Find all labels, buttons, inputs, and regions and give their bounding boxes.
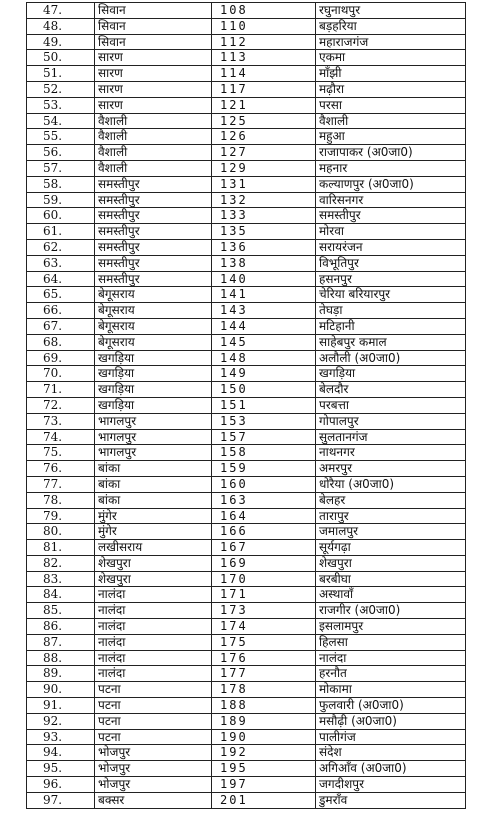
table-row (27, 34, 466, 50)
constituency-name-cell: सरायरंजन (316, 239, 466, 255)
table-row (27, 3, 466, 19)
constituency-name-cell: राजापाकर (अ0जा0) (316, 145, 466, 161)
district-cell: भागलपुर (95, 429, 212, 445)
constituency-number-cell: 110 (212, 18, 316, 34)
district-cell: मुंगेर (95, 508, 212, 524)
district-cell: सारण (95, 97, 212, 113)
table-row (27, 334, 466, 350)
serial-number-cell: 91. (27, 698, 95, 714)
constituency-number-cell: 117 (212, 81, 316, 97)
table-row (27, 18, 466, 34)
constituency-number-cell: 192 (212, 745, 316, 761)
constituency-number-cell: 171 (212, 587, 316, 603)
serial-number-cell: 52. (27, 81, 95, 97)
table-row (27, 650, 466, 666)
serial-number-cell: 47. (27, 3, 95, 19)
table-row (27, 524, 466, 540)
serial-number-cell: 82. (27, 555, 95, 571)
district-cell: पटना (95, 729, 212, 745)
serial-number-cell: 54. (27, 113, 95, 129)
constituency-name-cell: राजगीर (अ0जा0) (316, 603, 466, 619)
serial-number-cell: 64. (27, 271, 95, 287)
table-row (27, 81, 466, 97)
serial-number-cell: 75. (27, 445, 95, 461)
constituency-number-cell: 167 (212, 540, 316, 556)
serial-number-cell: 68. (27, 334, 95, 350)
district-cell: भोजपुर (95, 777, 212, 793)
table-row (27, 445, 466, 461)
serial-number-cell: 50. (27, 50, 95, 66)
table-row (27, 176, 466, 192)
table-row (27, 571, 466, 587)
constituency-name-cell: जगदीशपुर (316, 777, 466, 793)
constituency-name-cell: तेघड़ा (316, 303, 466, 319)
district-cell: पटना (95, 713, 212, 729)
constituency-name-cell: महुआ (316, 129, 466, 145)
table-row (27, 97, 466, 113)
table-row (27, 761, 466, 777)
district-cell: समस्तीपुर (95, 208, 212, 224)
serial-number-cell: 62. (27, 239, 95, 255)
table-row (27, 429, 466, 445)
serial-number-cell: 70. (27, 366, 95, 382)
constituency-name-cell: समस्तीपुर (316, 208, 466, 224)
district-cell: भोजपुर (95, 745, 212, 761)
district-cell: सिवान (95, 3, 212, 19)
table-row (27, 587, 466, 603)
serial-number-cell: 57. (27, 160, 95, 176)
constituency-name-cell: बेलदौर (316, 382, 466, 398)
table-row (27, 303, 466, 319)
serial-number-cell: 89. (27, 666, 95, 682)
district-cell: खगड़िया (95, 366, 212, 382)
serial-number-cell: 80. (27, 524, 95, 540)
constituency-number-cell: 145 (212, 334, 316, 350)
serial-number-cell: 78. (27, 492, 95, 508)
constituency-name-cell: कल्याणपुर (अ0जा0) (316, 176, 466, 192)
constituency-name-cell: डुमराँव (316, 792, 466, 808)
table-row (27, 350, 466, 366)
constituency-name-cell: अमरपुर (316, 461, 466, 477)
district-cell: वैशाली (95, 160, 212, 176)
constituency-name-cell: धोरैया (अ0जा0) (316, 476, 466, 492)
table-row (27, 366, 466, 382)
constituency-number-cell: 138 (212, 255, 316, 271)
constituency-table (26, 2, 466, 809)
serial-number-cell: 53. (27, 97, 95, 113)
serial-number-cell: 85. (27, 603, 95, 619)
constituency-name-cell: गोपालपुर (316, 413, 466, 429)
district-cell: सारण (95, 81, 212, 97)
constituency-number-cell: 175 (212, 634, 316, 650)
district-cell: समस्तीपुर (95, 239, 212, 255)
district-cell: बांका (95, 492, 212, 508)
district-cell: नालंदा (95, 666, 212, 682)
district-cell: समस्तीपुर (95, 271, 212, 287)
district-cell: सारण (95, 50, 212, 66)
serial-number-cell: 76. (27, 461, 95, 477)
constituency-number-cell: 125 (212, 113, 316, 129)
serial-number-cell: 55. (27, 129, 95, 145)
serial-number-cell: 58. (27, 176, 95, 192)
constituency-number-cell: 197 (212, 777, 316, 793)
district-cell: समस्तीपुर (95, 176, 212, 192)
table-row (27, 476, 466, 492)
table-row (27, 634, 466, 650)
table-row (27, 555, 466, 571)
table-row (27, 129, 466, 145)
district-cell: खगड़िया (95, 350, 212, 366)
district-cell: नालंदा (95, 650, 212, 666)
serial-number-cell: 48. (27, 18, 95, 34)
district-cell: बेगूसराय (95, 318, 212, 334)
table-row (27, 160, 466, 176)
constituency-name-cell: खगड़िया (316, 366, 466, 382)
constituency-number-cell: 195 (212, 761, 316, 777)
constituency-name-cell: नालंदा (316, 650, 466, 666)
district-cell: वैशाली (95, 113, 212, 129)
constituency-number-cell: 136 (212, 239, 316, 255)
constituency-number-cell: 133 (212, 208, 316, 224)
district-cell: बेगूसराय (95, 303, 212, 319)
district-cell: सिवान (95, 18, 212, 34)
constituency-name-cell: चेरिया बरियारपुर (316, 287, 466, 303)
constituency-number-cell: 178 (212, 682, 316, 698)
serial-number-cell: 71. (27, 382, 95, 398)
constituency-number-cell: 166 (212, 524, 316, 540)
constituency-number-cell: 150 (212, 382, 316, 398)
table-row (27, 397, 466, 413)
constituency-number-cell: 112 (212, 34, 316, 50)
constituency-number-cell: 189 (212, 713, 316, 729)
constituency-name-cell: अगिआँव (अ0जा0) (316, 761, 466, 777)
district-cell: शेखपुरा (95, 555, 212, 571)
constituency-name-cell: एकमा (316, 50, 466, 66)
constituency-name-cell: रघुनाथपुर (316, 3, 466, 19)
table-row (27, 224, 466, 240)
constituency-number-cell: 160 (212, 476, 316, 492)
constituency-number-cell: 149 (212, 366, 316, 382)
constituency-number-cell: 126 (212, 129, 316, 145)
district-cell: नालंदा (95, 619, 212, 635)
district-cell: पटना (95, 698, 212, 714)
serial-number-cell: 84. (27, 587, 95, 603)
constituency-name-cell: संदेश (316, 745, 466, 761)
constituency-number-cell: 129 (212, 160, 316, 176)
district-cell: वैशाली (95, 129, 212, 145)
table-row (27, 192, 466, 208)
constituency-number-cell: 151 (212, 397, 316, 413)
constituency-number-cell: 135 (212, 224, 316, 240)
serial-number-cell: 72. (27, 397, 95, 413)
district-cell: बक्सर (95, 792, 212, 808)
constituency-number-cell: 143 (212, 303, 316, 319)
constituency-number-cell: 159 (212, 461, 316, 477)
constituency-name-cell: तारापुर (316, 508, 466, 524)
table-row (27, 271, 466, 287)
table-row (27, 145, 466, 161)
constituency-name-cell: विभूतिपुर (316, 255, 466, 271)
constituency-number-cell: 131 (212, 176, 316, 192)
district-cell: नालंदा (95, 603, 212, 619)
district-cell: समस्तीपुर (95, 192, 212, 208)
district-cell: नालंदा (95, 587, 212, 603)
constituency-name-cell: बरबीघा (316, 571, 466, 587)
constituency-name-cell: मटिहानी (316, 318, 466, 334)
serial-number-cell: 59. (27, 192, 95, 208)
serial-number-cell: 88. (27, 650, 95, 666)
table-row (27, 745, 466, 761)
district-cell: समस्तीपुर (95, 224, 212, 240)
serial-number-cell: 63. (27, 255, 95, 271)
serial-number-cell: 77. (27, 476, 95, 492)
constituency-number-cell: 141 (212, 287, 316, 303)
constituency-name-cell: हिलसा (316, 634, 466, 650)
district-cell: भोजपुर (95, 761, 212, 777)
table-row (27, 492, 466, 508)
constituency-number-cell: 163 (212, 492, 316, 508)
constituency-name-cell: अस्थावाँ (316, 587, 466, 603)
district-cell: लखीसराय (95, 540, 212, 556)
constituency-name-cell: महाराजगंज (316, 34, 466, 50)
constituency-number-cell: 169 (212, 555, 316, 571)
table-row (27, 66, 466, 82)
table-row (27, 413, 466, 429)
constituency-name-cell: वैशाली (316, 113, 466, 129)
table-row (27, 792, 466, 808)
serial-number-cell: 86. (27, 619, 95, 635)
serial-number-cell: 92. (27, 713, 95, 729)
table-row (27, 113, 466, 129)
serial-number-cell: 90. (27, 682, 95, 698)
constituency-name-cell: सूर्यगढ़ा (316, 540, 466, 556)
table-body (27, 3, 466, 809)
constituency-name-cell: माँझी (316, 66, 466, 82)
district-cell: बांका (95, 461, 212, 477)
table-row (27, 508, 466, 524)
serial-number-cell: 79. (27, 508, 95, 524)
serial-number-cell: 65. (27, 287, 95, 303)
constituency-number-cell: 157 (212, 429, 316, 445)
district-cell: बांका (95, 476, 212, 492)
table-row (27, 777, 466, 793)
constituency-name-cell: बेलहर (316, 492, 466, 508)
constituency-name-cell: वारिसनगर (316, 192, 466, 208)
constituency-name-cell: इसलामपुर (316, 619, 466, 635)
serial-number-cell: 66. (27, 303, 95, 319)
district-cell: खगड़िया (95, 397, 212, 413)
constituency-number-cell: 177 (212, 666, 316, 682)
serial-number-cell: 87. (27, 634, 95, 650)
constituency-number-cell: 173 (212, 603, 316, 619)
serial-number-cell: 51. (27, 66, 95, 82)
district-cell: सिवान (95, 34, 212, 50)
constituency-number-cell: 114 (212, 66, 316, 82)
constituency-number-cell: 132 (212, 192, 316, 208)
constituency-name-cell: हसनपुर (316, 271, 466, 287)
district-cell: खगड़िया (95, 382, 212, 398)
constituency-number-cell: 127 (212, 145, 316, 161)
table-row (27, 603, 466, 619)
constituency-name-cell: बड़हरिया (316, 18, 466, 34)
table-row (27, 713, 466, 729)
constituency-number-cell: 148 (212, 350, 316, 366)
district-cell: सारण (95, 66, 212, 82)
constituency-name-cell: मढ़ौरा (316, 81, 466, 97)
constituency-name-cell: शेखपुरा (316, 555, 466, 571)
district-cell: भागलपुर (95, 413, 212, 429)
serial-number-cell: 67. (27, 318, 95, 334)
constituency-name-cell: हरनौत (316, 666, 466, 682)
constituency-number-cell: 158 (212, 445, 316, 461)
district-cell: वैशाली (95, 145, 212, 161)
table-row (27, 239, 466, 255)
district-cell: शेखपुरा (95, 571, 212, 587)
serial-number-cell: 56. (27, 145, 95, 161)
serial-number-cell: 97. (27, 792, 95, 808)
district-cell: भागलपुर (95, 445, 212, 461)
constituency-number-cell: 174 (212, 619, 316, 635)
district-cell: बेगूसराय (95, 287, 212, 303)
constituency-name-cell: फुलवारी (अ0जा0) (316, 698, 466, 714)
serial-number-cell: 69. (27, 350, 95, 366)
serial-number-cell: 74. (27, 429, 95, 445)
serial-number-cell: 61. (27, 224, 95, 240)
constituency-name-cell: पालीगंज (316, 729, 466, 745)
constituency-name-cell: मोरवा (316, 224, 466, 240)
constituency-name-cell: नाथनगर (316, 445, 466, 461)
district-cell: मुंगेर (95, 524, 212, 540)
table-row (27, 540, 466, 556)
constituency-number-cell: 113 (212, 50, 316, 66)
constituency-number-cell: 144 (212, 318, 316, 334)
constituency-name-cell: महनार (316, 160, 466, 176)
constituency-name-cell: मोकामा (316, 682, 466, 698)
district-cell: बेगूसराय (95, 334, 212, 350)
constituency-number-cell: 140 (212, 271, 316, 287)
constituency-number-cell: 190 (212, 729, 316, 745)
constituency-number-cell: 176 (212, 650, 316, 666)
constituency-name-cell: सुलतानगंज (316, 429, 466, 445)
constituency-number-cell: 121 (212, 97, 316, 113)
table-row (27, 619, 466, 635)
constituency-name-cell: परसा (316, 97, 466, 113)
constituency-number-cell: 153 (212, 413, 316, 429)
district-cell: नालंदा (95, 634, 212, 650)
constituency-number-cell: 170 (212, 571, 316, 587)
serial-number-cell: 81. (27, 540, 95, 556)
district-cell: समस्तीपुर (95, 255, 212, 271)
serial-number-cell: 96. (27, 777, 95, 793)
constituency-name-cell: अलौली (अ0जा0) (316, 350, 466, 366)
table-row (27, 208, 466, 224)
constituency-name-cell: साहेबपुर कमाल (316, 334, 466, 350)
table-row (27, 382, 466, 398)
constituency-name-cell: जमालपुर (316, 524, 466, 540)
table-row (27, 729, 466, 745)
table-row (27, 698, 466, 714)
table-row (27, 318, 466, 334)
district-cell: पटना (95, 682, 212, 698)
constituency-number-cell: 108 (212, 3, 316, 19)
constituency-number-cell: 188 (212, 698, 316, 714)
serial-number-cell: 93. (27, 729, 95, 745)
table-row (27, 682, 466, 698)
table-row (27, 287, 466, 303)
serial-number-cell: 94. (27, 745, 95, 761)
table-row (27, 461, 466, 477)
serial-number-cell: 73. (27, 413, 95, 429)
constituency-name-cell: मसौढ़ी (अ0जा0) (316, 713, 466, 729)
serial-number-cell: 49. (27, 34, 95, 50)
serial-number-cell: 83. (27, 571, 95, 587)
constituency-number-cell: 164 (212, 508, 316, 524)
table-row (27, 50, 466, 66)
serial-number-cell: 60. (27, 208, 95, 224)
serial-number-cell: 95. (27, 761, 95, 777)
table-row (27, 666, 466, 682)
constituency-number-cell: 201 (212, 792, 316, 808)
table-row (27, 255, 466, 271)
constituency-name-cell: परबत्ता (316, 397, 466, 413)
